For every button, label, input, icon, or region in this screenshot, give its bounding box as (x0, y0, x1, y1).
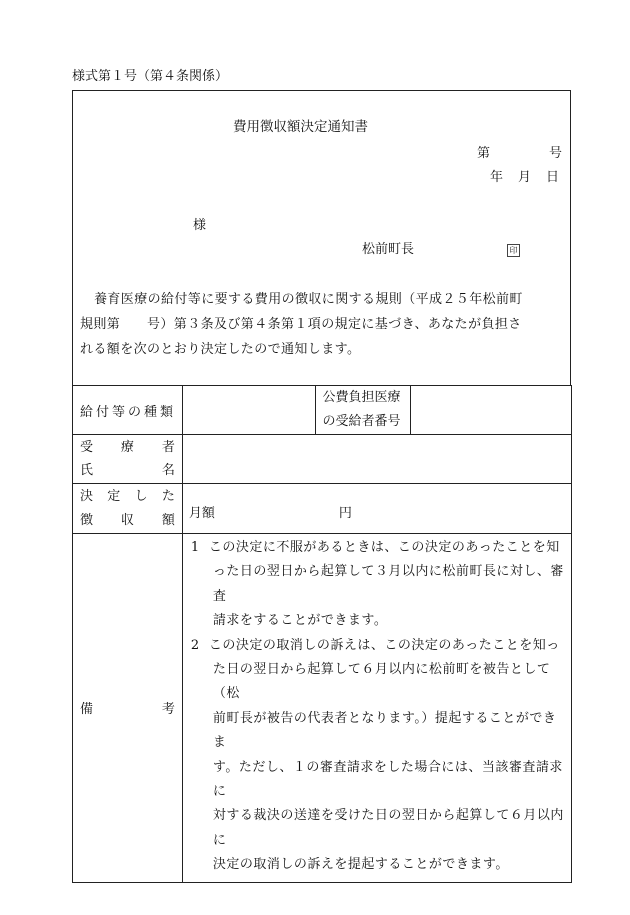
remarks-label (73, 534, 183, 883)
public-label-line-1: 公費負担医療 (322, 390, 401, 405)
table-row-remarks (73, 534, 572, 883)
patient-label-line-2 (73, 459, 182, 482)
label-char: 氏 (80, 463, 94, 478)
label-char: 定 (107, 488, 121, 504)
note-text (208, 536, 571, 634)
public-number-value (411, 386, 572, 435)
label-char: た (161, 488, 175, 504)
body-line-1: 養育医療の給付等に要する費用の徴収に関する規則（平成２５年松前町 (94, 292, 523, 307)
kind-label: 給付等の種類 (73, 386, 183, 435)
monthly-amount-cell (182, 484, 571, 534)
form-label: 様式第１号（第４条関係） (72, 69, 229, 84)
note-line: この決定の取消しの訴えは、この決定のあったことを知っ (208, 637, 560, 653)
label-char: 額 (161, 512, 175, 528)
patient-name-value (182, 435, 571, 484)
table-row-kind (73, 386, 572, 435)
recipient-honorific: 様 (193, 218, 207, 233)
public-label-line-2: の受給者番号 (322, 414, 401, 429)
remarks-label-line (73, 698, 182, 717)
date-day: 日 (546, 170, 560, 185)
doc-number-go: 号 (549, 146, 563, 161)
fee-table (72, 385, 572, 883)
note-number: 1 (190, 540, 200, 555)
decision-label-line-2 (73, 509, 182, 533)
yen-label: 円 (338, 506, 352, 521)
label-char: 名 (161, 463, 175, 478)
note-line: った日の翌日から起算して３月以内に松前町長に対し、審査 (212, 564, 564, 604)
body-line-2: 規則第 号）第３条及び第４条第１項の規定に基づき、あなたが負担さ (80, 317, 522, 332)
note-line: この決定に不服があるときは、この決定のあったことを知 (208, 540, 560, 555)
note-text (208, 634, 571, 878)
decision-label-line-1 (73, 485, 182, 509)
note-line: す。ただし、１の審査請求をした場合には、当該審査請求に (212, 759, 563, 800)
note-line: た日の翌日から起算して６月以内に松前町を被告として（松 (212, 662, 551, 702)
patient-label-line-1 (73, 436, 182, 459)
patient-label (73, 435, 183, 484)
label-char: 収 (120, 512, 134, 528)
note-line: 前町長が被告の代表者となります。）提起することができま (212, 710, 557, 751)
public-label (315, 386, 411, 435)
note-line: 請求をすることができます。 (212, 613, 388, 629)
label-char: 徴 (80, 512, 94, 528)
label-char: 療 (120, 440, 134, 455)
label-char: 受 (80, 440, 94, 455)
label-char: 決 (80, 488, 94, 504)
kind-value (182, 386, 315, 435)
document-title: 費用徴収額決定通知書 (233, 119, 368, 135)
seal-icon: 印 (507, 244, 520, 257)
table-row-patient (73, 435, 572, 484)
monthly-label: 月額 (188, 506, 215, 521)
note-number: 2 (190, 637, 200, 653)
table-row-decision (73, 484, 572, 534)
date-month: 月 (518, 170, 532, 185)
issuer-name: 松前町長 (362, 242, 415, 257)
decision-label (73, 484, 183, 534)
label-char: 者 (161, 440, 175, 455)
remarks-notes (182, 534, 571, 883)
label-char: し (134, 488, 148, 504)
note-item-1 (183, 536, 571, 634)
label-char: 考 (161, 702, 175, 718)
note-line: 対する裁決の送達を受けた日の翌日から起算して６月以内に (212, 808, 564, 848)
note-item-2 (183, 634, 571, 878)
note-line: 決定の取消しの訴えを提起することができます。 (212, 857, 509, 873)
body-line-3: れる額を次のとおり決定したので通知します。 (80, 342, 361, 357)
date-year: 年 (490, 170, 504, 185)
label-char: 備 (80, 702, 94, 718)
doc-number-dai: 第 (477, 146, 491, 161)
